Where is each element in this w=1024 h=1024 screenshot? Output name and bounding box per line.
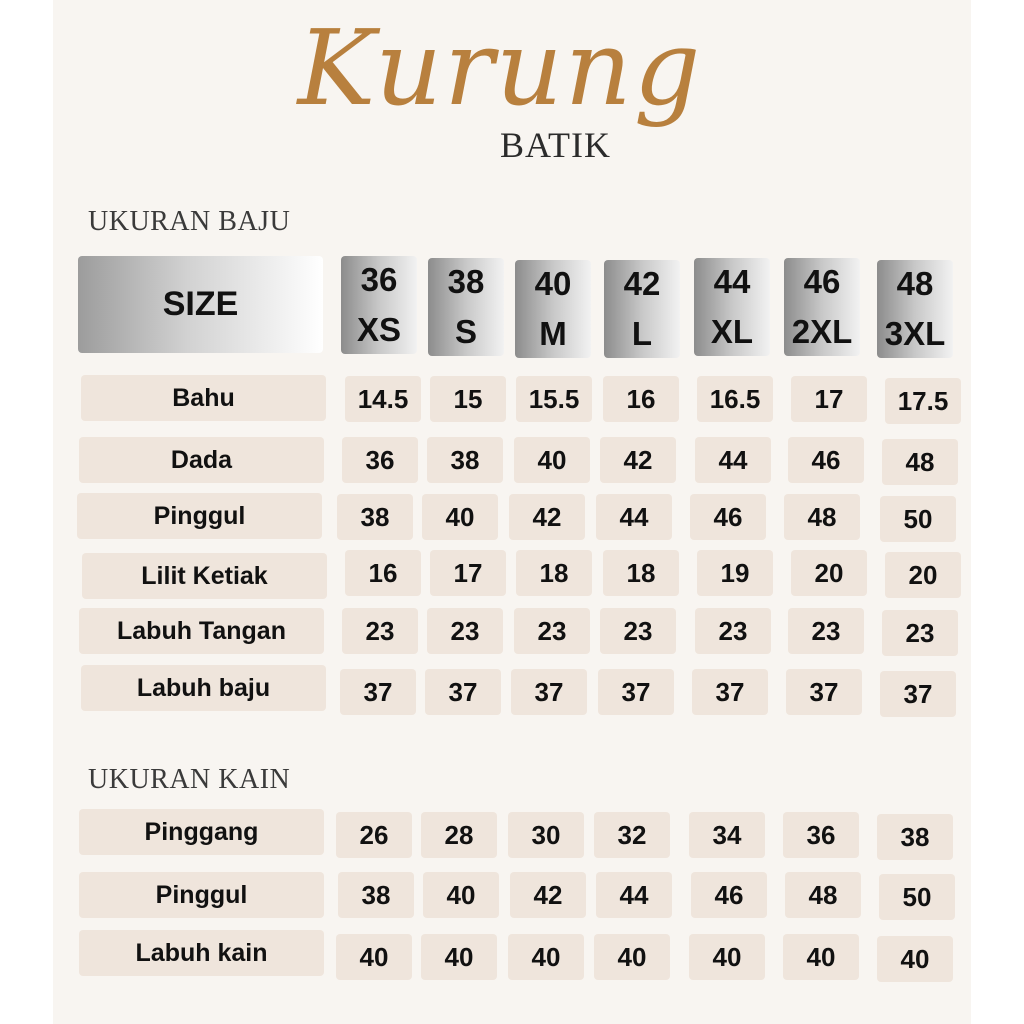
table-cell: 19 [697, 550, 773, 596]
row-label-bahu: Bahu [81, 375, 326, 421]
table-cell: 36 [783, 812, 859, 858]
table-cell: 23 [882, 610, 958, 656]
table-cell: 23 [427, 608, 503, 654]
table-cell: 46 [690, 494, 766, 540]
table-cell: 46 [691, 872, 767, 918]
size-number: 36 [360, 261, 398, 298]
size-number: 42 [623, 265, 661, 302]
table-cell: 40 [421, 934, 497, 980]
size-column-header [341, 256, 417, 354]
table-cell: 37 [425, 669, 501, 715]
size-code: 3XL [884, 315, 946, 352]
row-label-lilit-ketiak: Lilit Ketiak [82, 553, 327, 599]
table-cell: 40 [508, 934, 584, 980]
size-number: 46 [803, 263, 841, 300]
table-cell: 44 [596, 872, 672, 918]
table-cell: 17 [430, 550, 506, 596]
table-cell: 34 [689, 812, 765, 858]
size-code: XL [710, 313, 754, 350]
table-cell: 23 [788, 608, 864, 654]
size-code: L [631, 315, 653, 352]
table-cell: 40 [422, 494, 498, 540]
table-cell: 37 [511, 669, 587, 715]
table-cell: 14.5 [345, 376, 421, 422]
size-number: 48 [896, 265, 934, 302]
size-column-header [784, 258, 860, 356]
size-number: 40 [534, 265, 572, 302]
table-cell: 46 [788, 437, 864, 483]
section-title-kain: UKURAN KAIN [88, 764, 291, 795]
table-cell: 26 [336, 812, 412, 858]
row-label-pinggul: Pinggul [77, 493, 322, 539]
table-cell: 48 [784, 494, 860, 540]
brand-logo-subtitle: BATIK [500, 125, 611, 165]
table-cell: 16 [345, 550, 421, 596]
table-cell: 23 [600, 608, 676, 654]
table-cell: 23 [514, 608, 590, 654]
table-cell: 37 [340, 669, 416, 715]
table-cell: 38 [427, 437, 503, 483]
size-column-header [515, 260, 591, 358]
size-number: 38 [447, 263, 485, 300]
table-cell: 42 [600, 437, 676, 483]
table-cell: 37 [786, 669, 862, 715]
row-label-pinggang: Pinggang [79, 809, 324, 855]
section-title-baju: UKURAN BAJU [88, 206, 291, 237]
table-cell: 15.5 [516, 376, 592, 422]
table-cell: 37 [880, 671, 956, 717]
table-cell: 37 [692, 669, 768, 715]
table-cell: 16.5 [697, 376, 773, 422]
table-cell: 38 [337, 494, 413, 540]
table-cell: 20 [791, 550, 867, 596]
table-cell: 40 [877, 936, 953, 982]
table-cell: 37 [598, 669, 674, 715]
table-cell: 44 [695, 437, 771, 483]
size-column-header [694, 258, 770, 356]
table-cell: 30 [508, 812, 584, 858]
table-cell: 40 [594, 934, 670, 980]
table-cell: 44 [596, 494, 672, 540]
table-cell: 42 [509, 494, 585, 540]
table-cell: 40 [423, 872, 499, 918]
table-cell: 50 [879, 874, 955, 920]
table-cell: 38 [338, 872, 414, 918]
row-label-labuh-baju: Labuh baju [81, 665, 326, 711]
table-cell: 23 [695, 608, 771, 654]
size-code: M [539, 315, 567, 352]
row-label-dada: Dada [79, 437, 324, 483]
table-cell: 50 [880, 496, 956, 542]
table-cell: 40 [514, 437, 590, 483]
table-cell: 17.5 [885, 378, 961, 424]
size-column-header [604, 260, 680, 358]
size-column-header [877, 260, 953, 358]
table-cell: 36 [342, 437, 418, 483]
size-header-label: SIZE [78, 256, 323, 353]
brand-logo-script: Kurung [297, 7, 703, 129]
size-code: XS [356, 311, 402, 348]
table-cell: 18 [516, 550, 592, 596]
row-label-pinggul-kain: Pinggul [79, 872, 324, 918]
row-label-labuh-tangan: Labuh Tangan [79, 608, 324, 654]
table-cell: 48 [785, 872, 861, 918]
table-cell: 40 [689, 934, 765, 980]
table-cell: 38 [877, 814, 953, 860]
size-code: 2XL [791, 313, 853, 350]
table-cell: 40 [336, 934, 412, 980]
table-cell: 20 [885, 552, 961, 598]
table-cell: 16 [603, 376, 679, 422]
table-cell: 42 [510, 872, 586, 918]
table-cell: 40 [783, 934, 859, 980]
table-cell: 48 [882, 439, 958, 485]
table-cell: 28 [421, 812, 497, 858]
size-column-header [428, 258, 504, 356]
table-cell: 32 [594, 812, 670, 858]
table-cell: 15 [430, 376, 506, 422]
size-code: S [454, 313, 477, 350]
size-number: 44 [713, 263, 751, 300]
table-cell: 23 [342, 608, 418, 654]
table-cell: 18 [603, 550, 679, 596]
row-label-labuh-kain: Labuh kain [79, 930, 324, 976]
table-cell: 17 [791, 376, 867, 422]
